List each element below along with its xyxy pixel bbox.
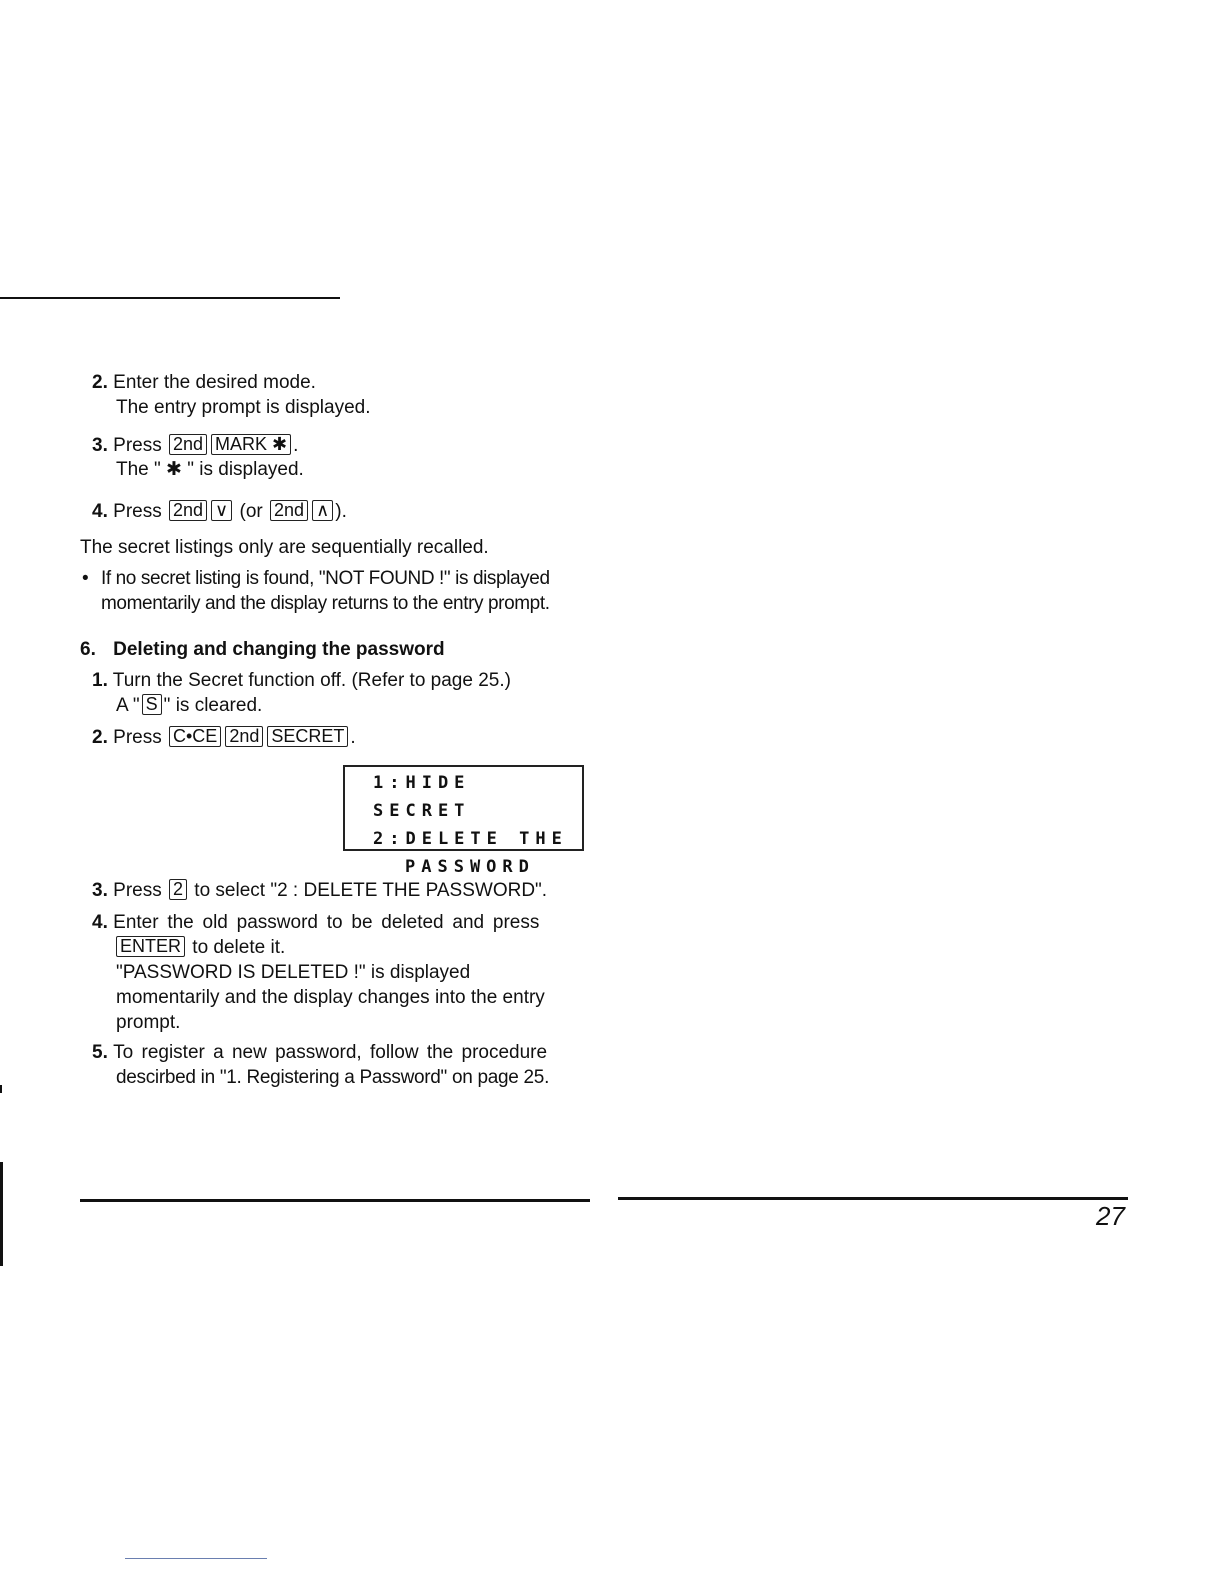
step-3-note: The " ✱ " is displayed. <box>116 459 304 480</box>
step-2 <box>92 370 316 395</box>
step-text: to delete it. <box>192 937 286 958</box>
key-enter: ENTER <box>116 936 185 957</box>
section-step-1 <box>92 668 511 693</box>
step-number: 3. <box>92 880 108 901</box>
press-word: Press <box>113 880 162 901</box>
key-2nd: 2nd <box>169 434 207 455</box>
section-step-4-line-3: "PASSWORD IS DELETED !" is displayed <box>116 962 471 983</box>
section-step-5 <box>92 1040 547 1065</box>
key-2nd: 2nd <box>169 500 207 521</box>
close-paren: ). <box>335 501 347 522</box>
section-step-3 <box>92 878 547 903</box>
bullet-mark: • <box>82 568 89 589</box>
section-step-4 <box>92 910 539 935</box>
key-up-icon: ∧ <box>312 500 333 521</box>
key-2nd: 2nd <box>225 726 263 747</box>
binding-mark <box>0 1162 3 1266</box>
section-step-4-line-2 <box>116 935 285 960</box>
step-number: 2. <box>92 372 108 393</box>
top-rule <box>0 297 340 299</box>
step-text: Enter the old password to be deleted and press <box>113 912 540 933</box>
step-4 <box>92 499 347 524</box>
section-title: Deleting and changing the password <box>113 639 445 660</box>
section-step-5-line-2: descirbed in "1. Registering a Password" on page 25. <box>116 1067 550 1088</box>
section-number: 6. <box>80 639 96 660</box>
lcd-line-3: PASSWORD <box>405 857 535 877</box>
step-number: 2. <box>92 727 108 748</box>
step-number: 4. <box>92 501 108 522</box>
section-step-2 <box>92 725 356 750</box>
key-down-icon: ∨ <box>211 500 232 521</box>
key-mark: MARK ✱ <box>211 434 291 455</box>
bottom-rule-left <box>80 1199 590 1202</box>
bottom-rule-right <box>618 1197 1128 1200</box>
step-number: 5. <box>92 1042 108 1063</box>
step-3 <box>92 433 298 458</box>
key-2: 2 <box>169 879 187 900</box>
key-s-indicator: S <box>142 694 162 715</box>
press-word: Press <box>113 435 162 456</box>
binding-tick <box>0 1085 2 1093</box>
step-number: 3. <box>92 435 108 456</box>
step-text: Enter the desired mode. <box>113 372 316 393</box>
bullet-line-1: If no secret listing is found, "NOT FOUND !" is displayed <box>101 568 550 589</box>
step-text: to select "2 : DELETE THE PASSWORD". <box>194 880 548 901</box>
step-text: Turn the Secret function off. (Refer to page 25.) <box>112 670 511 691</box>
press-word: Press <box>113 501 162 522</box>
step-number: 1. <box>92 670 108 691</box>
period: . <box>293 435 299 456</box>
press-word: Press <box>113 727 162 748</box>
lcd-line-2: 2:DELETE THE <box>373 829 568 849</box>
lcd-line-1: 1:HIDE SECRET <box>373 773 471 821</box>
step-number: 4. <box>92 912 108 933</box>
footer-link-line <box>125 1558 267 1559</box>
key-2nd: 2nd <box>270 500 308 521</box>
step-2-note: The entry prompt is displayed. <box>116 397 371 418</box>
lcd-display <box>343 765 584 877</box>
section-heading <box>80 637 445 662</box>
key-c-ce: C•CE <box>169 726 221 747</box>
note-prefix: A " <box>116 695 140 716</box>
key-secret: SECRET <box>267 726 348 747</box>
bullet-line-2: momentarily and the display returns to the entry prompt. <box>101 593 550 614</box>
note-suffix: " is cleared. <box>163 695 263 716</box>
section-step-4-line-5: prompt. <box>116 1012 181 1033</box>
step-text: To register a new password, follow the procedure <box>113 1042 548 1063</box>
section-step-1-note <box>116 693 262 718</box>
period: . <box>350 727 356 748</box>
or-text: (or <box>239 501 263 522</box>
page-number: 27 <box>1096 1201 1125 1231</box>
section-step-4-line-4: momentarily and the display changes into the entry <box>116 987 545 1008</box>
recall-paragraph: The secret listings only are sequentially recalled. <box>80 537 489 558</box>
